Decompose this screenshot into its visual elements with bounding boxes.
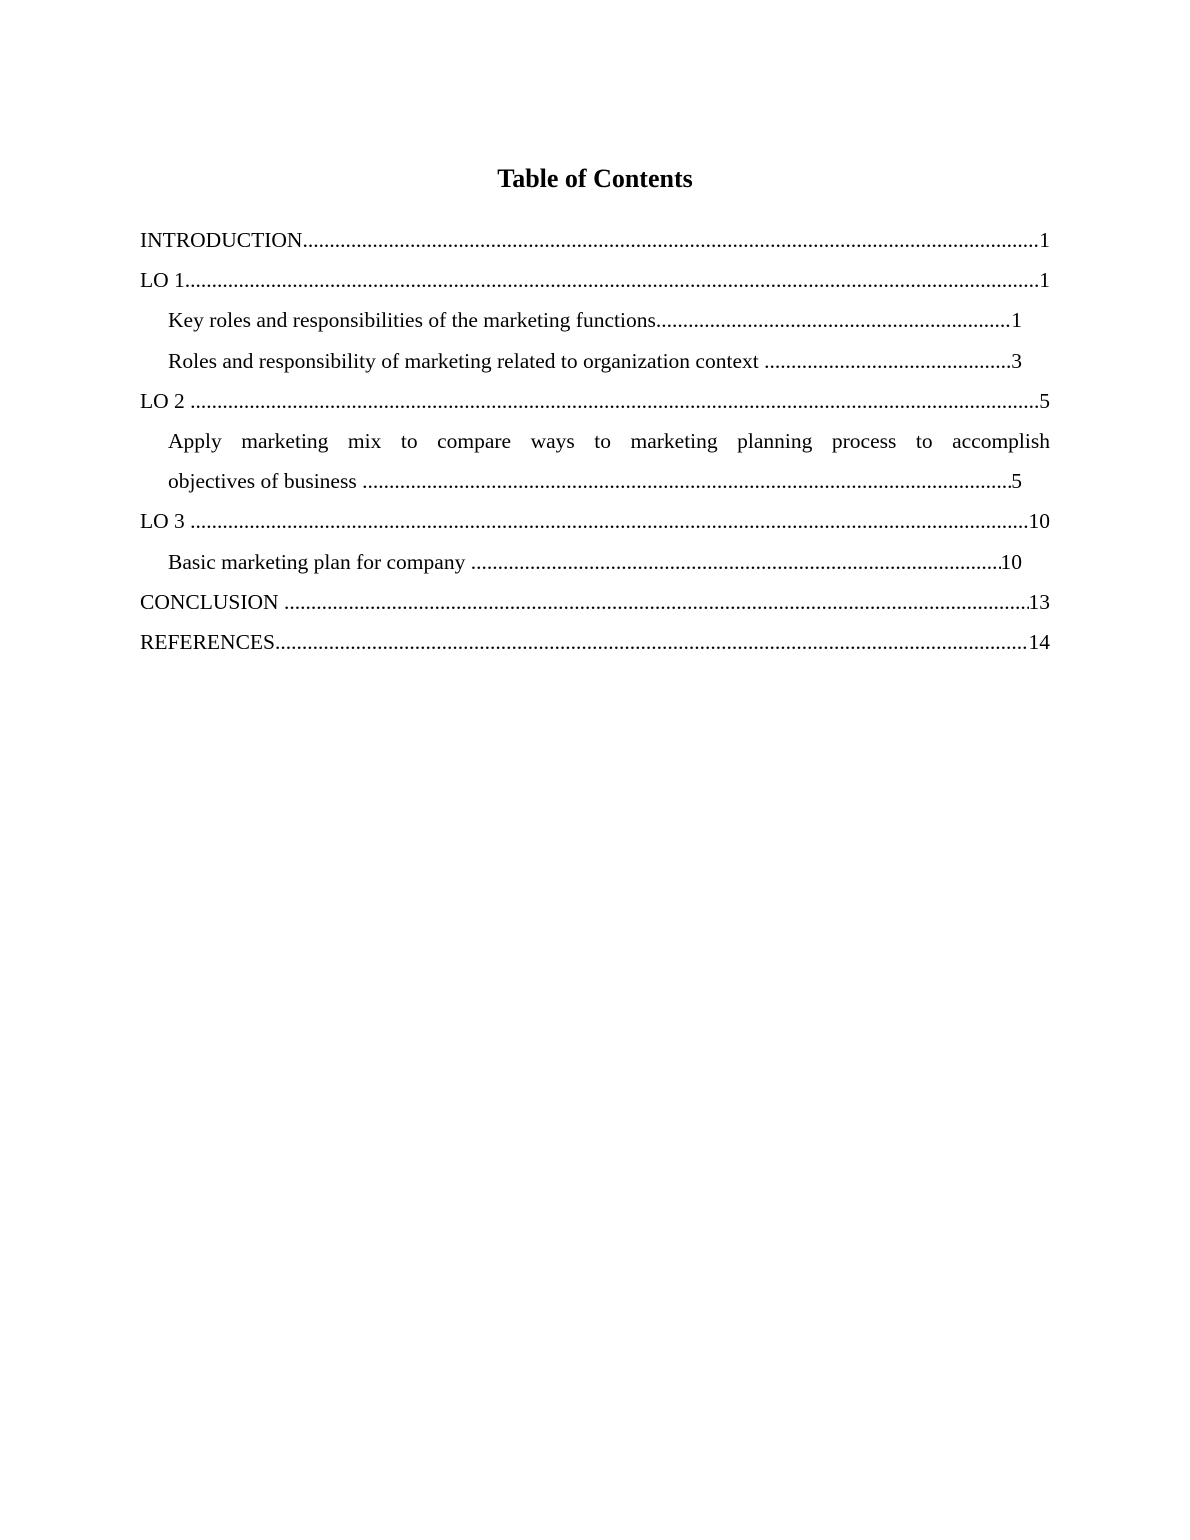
toc-entry-label: Basic marketing plan for company bbox=[168, 549, 471, 574]
toc-entry-introduction[interactable] bbox=[140, 220, 1050, 260]
toc-entry-lo3[interactable] bbox=[140, 501, 1050, 541]
toc-entry-label: LO 3 bbox=[140, 509, 191, 534]
toc-entry-basic-marketing-plan[interactable] bbox=[168, 542, 1022, 582]
toc-leader-dots bbox=[190, 501, 1028, 541]
toc-page-number: 10 bbox=[1028, 509, 1050, 534]
toc-page-number: 1 bbox=[1011, 308, 1022, 333]
toc-leader-dots bbox=[284, 582, 1029, 622]
toc-entry-label: objectives of business bbox=[168, 469, 363, 494]
toc-leader-dots bbox=[471, 542, 1001, 582]
toc-entry-label: LO 1 bbox=[140, 268, 185, 293]
toc-entry-key-roles[interactable] bbox=[168, 300, 1022, 340]
toc-title: Table of Contents bbox=[497, 164, 693, 193]
toc-entry-label: LO 2 bbox=[140, 388, 191, 413]
toc-leader-dots bbox=[275, 622, 1029, 662]
toc-entry-lo1[interactable] bbox=[140, 260, 1050, 300]
toc-entry-roles-responsibility[interactable] bbox=[168, 341, 1022, 381]
toc-page-number: 14 bbox=[1028, 629, 1050, 654]
toc-page-number: 1 bbox=[1039, 268, 1050, 293]
toc-entry-label: Key roles and responsibilities of the marketing functions bbox=[168, 308, 656, 333]
toc-page-number: 5 bbox=[1011, 469, 1022, 494]
toc-leader-dots bbox=[190, 381, 1039, 421]
toc-page-number: 5 bbox=[1039, 388, 1050, 413]
toc-page-number: 3 bbox=[1011, 348, 1022, 373]
toc-page-number: 13 bbox=[1028, 589, 1050, 614]
toc-entry-conclusion[interactable] bbox=[140, 582, 1050, 622]
toc-entry-line2 bbox=[168, 461, 1022, 501]
toc-leader-dots bbox=[656, 300, 1011, 340]
table-of-contents bbox=[140, 220, 1050, 662]
toc-page-number: 1 bbox=[1039, 228, 1050, 252]
toc-entry-label: CONCLUSION bbox=[140, 589, 284, 614]
toc-entry-label-line1: Apply marketing mix to compare ways to marketing planning process to accomplish bbox=[168, 428, 1050, 453]
toc-entry-references[interactable] bbox=[140, 622, 1050, 662]
toc-entry-lo2[interactable] bbox=[140, 381, 1050, 421]
toc-leader-dots bbox=[302, 220, 1039, 260]
toc-leader-dots bbox=[764, 341, 1011, 381]
toc-entry-label: Roles and responsibility of marketing related to organization context bbox=[168, 348, 765, 373]
toc-leader-dots bbox=[185, 260, 1039, 300]
toc-entry-label: REFERENCES bbox=[140, 629, 275, 654]
toc-entry-label: INTRODUCTION bbox=[140, 228, 303, 252]
toc-entry-apply-marketing-mix[interactable] bbox=[140, 421, 1050, 501]
toc-leader-dots bbox=[362, 461, 1011, 501]
toc-page-number: 10 bbox=[1000, 549, 1022, 574]
